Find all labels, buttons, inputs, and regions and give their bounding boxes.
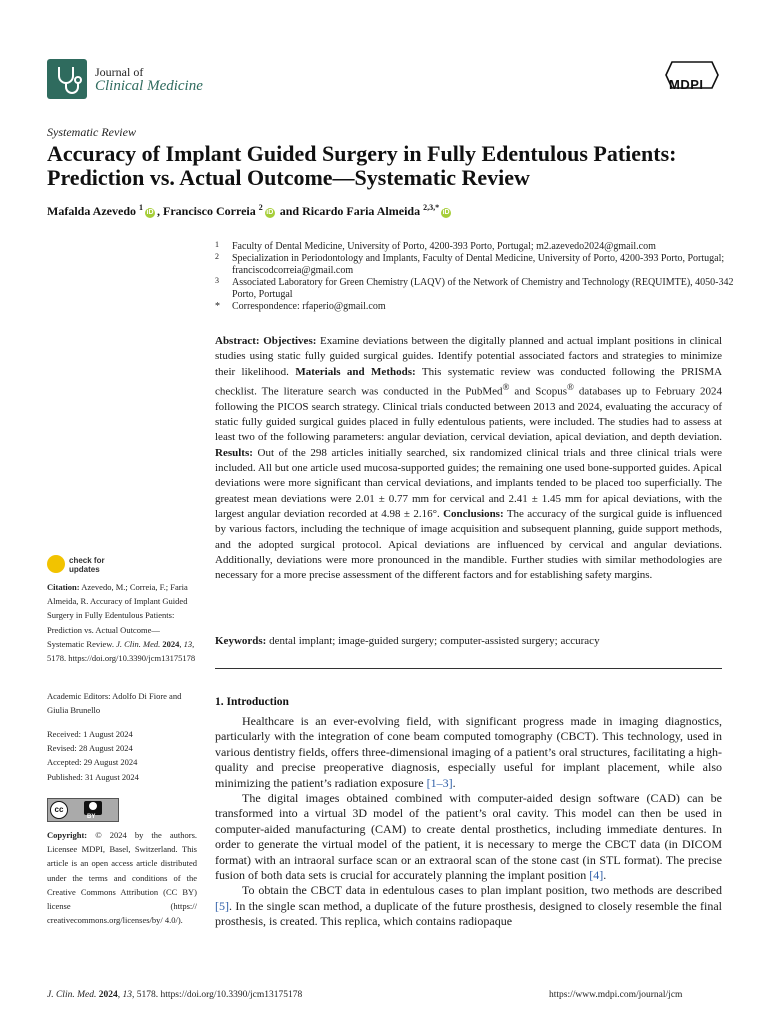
author-name[interactable]: Ricardo Faria Almeida bbox=[302, 204, 421, 218]
affiliation-item: 3 Associated Laboratory for Green Chemistry (LAQV) of the Network of Chemistry and Technology (REQUIMTE), 4050-342 Porto, Portugal bbox=[215, 276, 734, 300]
article-title: Accuracy of Implant Guided Surgery in Fully Edentulous Patients: Prediction vs. Actual Outcome—Systematic Review bbox=[47, 141, 677, 190]
person-icon bbox=[89, 802, 97, 810]
check-updates-icon bbox=[47, 555, 65, 573]
paragraph: The digital images obtained combined with computer-aided design software (CAD) can be transformed into a virtual 3D model of the patient’s oral cavity. This model can then be used in computer-aided manufacturing (CAM) to create dental prosthetics, including immediate dentures. In order to generate the virtual model of the patient, it is necessary to merge the CBCT data (in DICOM format) with an intraoral surface scan or an extraoral scan of the stone cast (in STL format). The precise fusion of both data sets is crucial for accurately planning the implant position [4]. bbox=[215, 791, 722, 883]
journal-name-line2: Clinical Medicine bbox=[95, 78, 203, 94]
cc-by-license-icon[interactable]: cc BY bbox=[47, 798, 119, 822]
publication-dates: Received: 1 August 2024 Revised: 28 August 2024 Accepted: 29 August 2024 Published: 31 August 2024 bbox=[47, 729, 139, 782]
publisher-logo bbox=[666, 71, 707, 92]
orcid-icon[interactable]: iD bbox=[146, 209, 154, 216]
orcid-icon[interactable]: iD bbox=[442, 209, 450, 216]
footer-journal-url[interactable]: https://www.mdpi.com/journal/jcm bbox=[549, 990, 683, 1000]
author-list: Mafalda Azevedo $^1$iD , Francisco Correia $^2$iD and Ricardo Faria Almeida $^{2,3,*}$iD bbox=[47, 203, 450, 218]
paragraph: To obtain the CBCT data in edentulous cases to plan implant position, two methods are described [5]. In the single scan method, a duplicate of the future prosthesis, designed to closely resemble the final prosthesis, is created. This replica, which contains radiopaque bbox=[215, 883, 722, 929]
correspondence: * Correspondence: rfaperio@gmail.com bbox=[215, 301, 386, 312]
affiliation-item: 1 Faculty of Dental Medicine, University of Porto, 4200-393 Porto, Portugal; m2.azevedo2024@gmail.com bbox=[215, 240, 656, 252]
author-name[interactable]: Mafalda Azevedo bbox=[47, 204, 136, 218]
reference-link[interactable]: [1–3] bbox=[426, 775, 453, 790]
paragraph: Healthcare is an ever-evolving field, with significant progress made in imaging diagnostics, particularly with the integration of cone beam computed tomography (CBCT). This technology, used in various dentistry fields, offers three-dimensional imaging of a patient’s oral structures, facilitating a high-quality and precise preoperative diagnosis, especially useful for implant placement, while also minimizing the patient’s radiation exposure [1–3]. bbox=[215, 714, 722, 790]
stethoscope-icon bbox=[47, 59, 87, 99]
author-affil-mark: 1 bbox=[139, 203, 143, 212]
orcid-icon[interactable]: iD bbox=[266, 209, 274, 216]
introduction-body bbox=[215, 714, 722, 930]
abstract: Abstract: Objectives: Examine deviations between the digitally planned and actual implant positions in clinical studies using static fully guided surgical guides. Identify potential associated factors and strategies to minimize their likelihood. Materials and Methods: This systematic review was conducted following the PRISMA checklist. The literature search was conducted in the PubMed® and Scopus® databases up to February 2024 following the PICOS search strategy. Clinical trials conducted between 2013 and 2024, evaluating the accuracy of static fully guided surgical guides placed in fully edentulous patients, were included. The studies had to assess at least two of the following parameters: angular deviation, cervical deviation, apical deviation, and depth deviation. Results: Out of the 298 articles initially searched, six randomized clinical trials and three clinical trials were included. All but one article used mucosa-supported guides; the remaining one used bone-supported guides. Apical deviations were more significant than cervical deviations, and implants tended to be placed too superficially. The greatest mean deviations were 2.01 ± 0.77 mm for cervical and 2.41 ± 1.45 mm for apical deviations, with the largest angular deviation recorded at 4.98 ± 2.16°. Conclusions: The accuracy of the surgical guide is influenced by various factors, including the technique of image acquisition and subsequent planning, guide support methods, and the adopted surgical protocol. Apical deviations are influenced by cervical and angular deviations. Additionally, deviations were more pronounced in the mandible. Further studies with similar methodologies are necessary for a more precise assessment of the different factors and for establishing safety margins. bbox=[215, 335, 723, 582]
article-type: Systematic Review bbox=[47, 125, 136, 139]
author-affil-mark: 2 bbox=[258, 203, 263, 212]
citation: Citation: Azevedo, M.; Correia, F.; Faria Almeida, R. Accuracy of Implant Guided Surgery in Fully Edentulous Patients: Prediction vs. Actual Outcome—Systematic Review. J. Clin. Med. 2024, 13, 5178. https://doi.org/10.3390/jcm13175178 bbox=[47, 582, 196, 664]
author-name[interactable]: Francisco Correia bbox=[163, 204, 256, 218]
journal-name-line1: Journal of bbox=[95, 65, 144, 79]
section-heading: 1. Introduction bbox=[215, 696, 289, 708]
affiliation-item: 2 Specialization in Periodontology and Implants, Faculty of Dental Medicine, University of Porto, 4200-393 Porto, Portugal; franciscodcorreia@gmail.com bbox=[215, 252, 725, 276]
reference-link[interactable]: [4] bbox=[589, 868, 604, 883]
reference-link[interactable]: [5] bbox=[215, 898, 229, 913]
keywords: Keywords: dental implant; image-guided surgery; computer-assisted surgery; accuracy bbox=[215, 635, 600, 647]
academic-editors: Academic Editors: Adolfo Di Fiore and Giulia Brunello bbox=[47, 691, 182, 716]
author-affil-mark: 2,3,* bbox=[423, 203, 440, 212]
copyright-notice: Copyright: © 2024 by the authors. Licensee MDPI, Basel, Switzerland. This article is an open access article distributed under the terms and conditions of the Creative Commons Attribution (CC BY) license (https:// creativecommons.org/licenses/by/ 4.0/). bbox=[47, 830, 197, 926]
publisher-name: MDPI bbox=[669, 77, 704, 92]
footer-citation: J. Clin. Med. 2024, 13, 5178. https://doi.org/10.3390/jcm13175178 bbox=[47, 990, 303, 1000]
section-divider bbox=[215, 668, 722, 669]
affiliations bbox=[215, 241, 735, 313]
journal-logo bbox=[47, 59, 87, 99]
